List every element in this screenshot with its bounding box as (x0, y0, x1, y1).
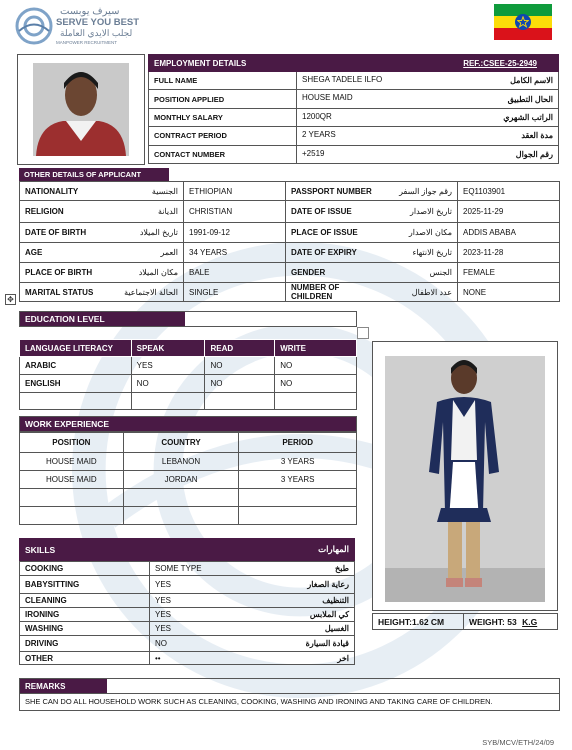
weight-unit: K.G (522, 616, 538, 627)
skill-row (20, 622, 355, 636)
work-cell-empty (239, 489, 357, 507)
field-label: GENDER (286, 263, 378, 283)
employment-details (148, 54, 559, 164)
field-value: 2025-11-29 (458, 201, 560, 223)
employment-value: +2519 (302, 148, 325, 158)
employment-details-title: EMPLOYMENT DETAILS (154, 58, 247, 68)
skill-label: COOKING (20, 562, 150, 576)
field-label-arabic: الحالة الاجتماعية (100, 283, 184, 302)
field-label: NATIONALITY (20, 182, 100, 201)
field-label-arabic: العمر (100, 243, 184, 263)
other-details-row (20, 182, 560, 201)
work-header-row (20, 433, 357, 453)
company-logo (14, 6, 154, 48)
work-cell: 3 YEARS (239, 453, 357, 471)
resize-handle[interactable] (357, 327, 369, 339)
skill-label: OTHER (20, 652, 150, 665)
skill-label-arabic: التنظيف (260, 594, 355, 608)
other-details-table (19, 181, 560, 302)
employment-row (148, 127, 559, 145)
brand-arabic-name: سيرف يوبست (60, 6, 120, 17)
skill-label: CLEANING (20, 594, 150, 608)
field-label: PLACE OF ISSUE (286, 223, 378, 243)
brand-name: SERVE YOU BEST (56, 17, 140, 28)
skill-value: SOME TYPE (150, 562, 260, 576)
work-cell-empty (123, 489, 239, 507)
employment-row (148, 146, 559, 164)
field-label: DATE OF EXPIRY (286, 243, 378, 263)
skill-value: •• (150, 652, 260, 665)
flag-star-icon (517, 16, 529, 28)
brand-arabic-sub: لجلب الايدي العاملة (60, 28, 133, 38)
language-header: LANGUAGE LITERACY (20, 340, 132, 357)
work-experience-title: WORK EXPERIENCE (20, 417, 188, 431)
field-value: BALE (184, 263, 286, 283)
employment-label: MONTHLY SALARY (149, 109, 297, 126)
work-cell: HOUSE MAID (20, 453, 124, 471)
skill-row (20, 652, 355, 665)
field-label-arabic: تاريخ الاصدار (378, 201, 458, 223)
field-label: MARITAL STATUS (20, 283, 100, 302)
language-header-row (20, 340, 357, 357)
field-value: CHRISTIAN (184, 201, 286, 223)
other-details-row (20, 283, 560, 302)
other-details-row (20, 223, 560, 243)
field-label: PASSPORT NUMBER (286, 182, 378, 201)
measurements (372, 613, 558, 630)
employment-row (148, 109, 559, 127)
field-value: SINGLE (184, 283, 286, 302)
language-cell: NO (275, 357, 357, 375)
skill-row (20, 576, 355, 594)
field-label: DATE OF BIRTH (20, 223, 100, 243)
work-empty-row (20, 489, 357, 507)
field-value: 2023-11-28 (458, 243, 560, 263)
ethiopia-flag (494, 4, 552, 40)
field-label-arabic: الديانة (100, 201, 184, 223)
education-level (19, 311, 357, 327)
language-header: READ (205, 340, 275, 357)
employment-row (148, 90, 559, 108)
skill-label: IRONING (20, 608, 150, 622)
work-cell: LEBANON (123, 453, 239, 471)
language-cell: YES (131, 357, 205, 375)
field-label: AGE (20, 243, 100, 263)
field-label-arabic: مكان الميلاد (100, 263, 184, 283)
work-experience-table (19, 432, 357, 525)
field-label: NUMBER OF CHILDREN (286, 283, 378, 302)
language-literacy-table (19, 339, 357, 410)
field-value: 1991-09-12 (184, 223, 286, 243)
portrait-photo (18, 55, 144, 164)
field-label: DATE OF ISSUE (286, 201, 378, 223)
remarks (19, 678, 560, 711)
work-cell-empty (20, 489, 124, 507)
employment-value: SHEGA TADELE ILFO (302, 75, 383, 84)
skill-row (20, 562, 355, 576)
skill-label-arabic: طبخ (260, 562, 355, 576)
field-label-arabic: رقم جواز السفر (378, 182, 458, 201)
logo-icon (14, 6, 54, 46)
language-row (20, 357, 357, 375)
skill-label-arabic: اخر (260, 652, 355, 665)
field-label-arabic: عدد الاطفال (378, 283, 458, 302)
skill-label: DRIVING (20, 636, 150, 652)
skill-value: YES (150, 622, 260, 636)
language-empty-row (20, 393, 357, 410)
work-header: PERIOD (239, 433, 357, 453)
employment-row (148, 72, 559, 90)
reference-number: REF.:CSEE-25-2949 (463, 58, 537, 68)
employment-label-arabic: الاسم الكامل (510, 76, 553, 86)
other-details (19, 168, 560, 302)
skill-value: YES (150, 594, 260, 608)
employment-label: FULL NAME (149, 72, 297, 89)
work-header: COUNTRY (123, 433, 239, 453)
language-cell-empty (20, 393, 132, 410)
skill-row (20, 608, 355, 622)
employment-label-arabic: رقم الجوال (515, 149, 553, 159)
work-experience (19, 416, 357, 525)
work-row (20, 471, 357, 489)
education-level-title: EDUCATION LEVEL (20, 312, 185, 326)
other-details-row (20, 263, 560, 283)
work-cell-empty (239, 507, 357, 525)
skill-row (20, 594, 355, 608)
skills-title-arabic: المهارات (318, 544, 349, 554)
skill-row (20, 636, 355, 652)
skill-label-arabic: رعاية الصغار (260, 576, 355, 594)
language-header: WRITE (275, 340, 357, 357)
employment-label: CONTACT NUMBER (149, 146, 297, 163)
field-value: EQ1103901 (458, 182, 560, 201)
field-value: ADDIS ABABA (458, 223, 560, 243)
language-cell-empty (205, 393, 275, 410)
move-handle-icon[interactable]: ✥ (5, 294, 16, 305)
employment-value: 2 YEARS (302, 130, 336, 140)
field-value: NONE (458, 283, 560, 302)
language-cell-empty (131, 393, 205, 410)
footer-code: SYB/MCV/ETH/24/09 (482, 738, 554, 747)
weight-value: WEIGHT: 53 K.G (469, 616, 538, 627)
employment-label: CONTRACT PERIOD (149, 127, 297, 144)
full-body-photo (373, 342, 557, 610)
language-cell: NO (205, 375, 275, 393)
field-label: PLACE OF BIRTH (20, 263, 100, 283)
work-cell: HOUSE MAID (20, 471, 124, 489)
skill-label-arabic: كي الملابس (260, 608, 355, 622)
field-label-arabic: مكان الاصدار (378, 223, 458, 243)
skill-label: WASHING (20, 622, 150, 636)
brand-sub: MANPOWER RECRUITMENT (56, 40, 117, 45)
skill-value: YES (150, 576, 260, 594)
employment-label: POSITION APPLIED (149, 90, 297, 107)
language-cell: NO (131, 375, 205, 393)
language-cell: NO (205, 357, 275, 375)
field-value: 34 YEARS (184, 243, 286, 263)
language-cell: NO (275, 375, 357, 393)
work-header: POSITION (20, 433, 124, 453)
field-label-arabic: الجنسية (100, 182, 184, 201)
field-value: ETHIOPIAN (184, 182, 286, 201)
remarks-text: SHE CAN DO ALL HOUSEHOLD WORK SUCH AS CLEANING, COOKING, WASHING AND IRONING AND TAKING CARE OF CHILDREN. (20, 693, 559, 706)
employment-label-arabic: مدة العقد (521, 131, 553, 141)
language-cell-empty (275, 393, 357, 410)
field-label-arabic: تاريخ الانتهاء (378, 243, 458, 263)
language-cell: ARABIC (20, 357, 132, 375)
field-label-arabic: تاريخ الميلاد (100, 223, 184, 243)
work-empty-row (20, 507, 357, 525)
skills-title: SKILLS (25, 544, 56, 555)
language-cell: ENGLISH (20, 375, 132, 393)
employment-value: HOUSE MAID (302, 93, 353, 103)
full-body-photo-frame (372, 341, 558, 611)
remarks-title: REMARKS (20, 679, 107, 693)
language-row (20, 375, 357, 393)
skill-value: YES (150, 608, 260, 622)
field-label-arabic: الجنس (378, 263, 458, 283)
work-row (20, 453, 357, 471)
skill-label-arabic: قيادة السيارة (260, 636, 355, 652)
field-value: FEMALE (458, 263, 560, 283)
work-cell-empty (123, 507, 239, 525)
portrait-photo-frame (17, 54, 145, 165)
work-cell-empty (20, 507, 124, 525)
skill-label: BABYSITTING (20, 576, 150, 594)
employment-value: 1200QR (302, 111, 332, 121)
language-header: SPEAK (131, 340, 205, 357)
employment-label-arabic: الراتب الشهري (503, 112, 553, 122)
work-cell: 3 YEARS (239, 471, 357, 489)
skills-table (19, 561, 355, 665)
skill-label-arabic: الغسيل (260, 622, 355, 636)
other-details-title: OTHER DETAILS OF APPLICANT (19, 168, 169, 181)
employment-label-arabic: الحال التطبيق (507, 94, 553, 104)
field-label: RELIGION (20, 201, 100, 223)
other-details-row (20, 201, 560, 223)
skills (19, 538, 355, 665)
skill-value: NO (150, 636, 260, 652)
other-details-row (20, 243, 560, 263)
work-cell: JORDAN (123, 471, 239, 489)
height-value: HEIGHT:1.62 CM (373, 614, 464, 629)
